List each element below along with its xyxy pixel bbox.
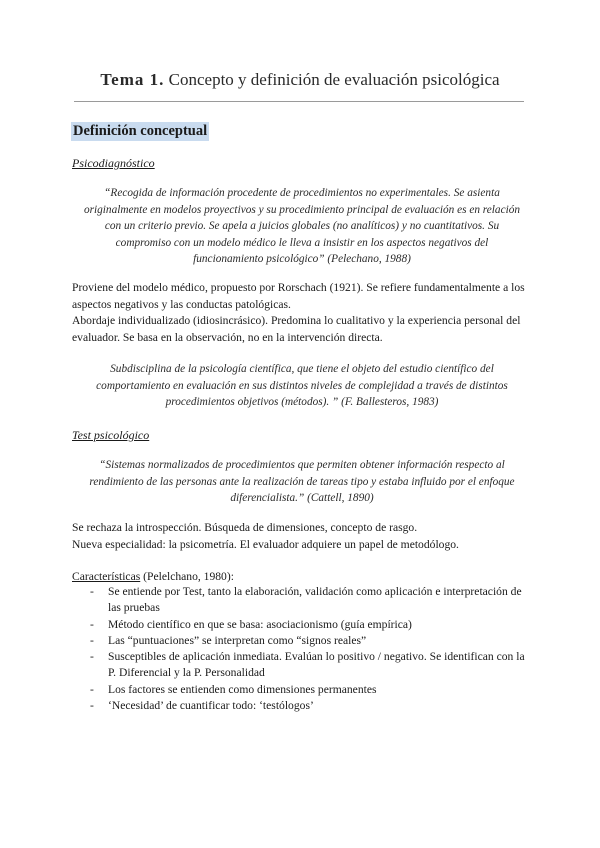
psicodiagnostico-paragraph (72, 280, 532, 346)
list-item: - Las “puntuaciones” se interpretan como “signos reales” (72, 633, 532, 649)
paragraph-line: Proviene del modelo médico, propuesto por Rorschach (1921). Se refiere fundamentalmente a los aspectos negativos y las conductas patológicas. (72, 281, 525, 311)
caracteristicas-citation: (Pelelchano, 1980): (140, 570, 234, 583)
title-text: Concepto y definición de evaluación psicológica (168, 70, 500, 89)
caracteristicas-list (72, 584, 532, 714)
psicodiagnostico-quote: “Recogida de información procedente de procedimientos no experimentales. Se asienta originalmente en modelos proyectivos y su procedimiento principal de evaluación es en relación con un criterio previo. Se apela a juicios globales (no analíticos) y no cuantitativos. Su compromiso con un modelo médico le lleva a insistir en los aspectos negativos del funcionamiento psicológico” (Pelechano, 1988) (83, 187, 521, 265)
bullet-dash: - (90, 682, 94, 696)
list-item: - ‘Necesidad’ de cuantificar todo: ‘testólogos’ (72, 698, 532, 714)
section-heading: Definición conceptual (73, 123, 208, 139)
psicodiagnostico-heading: Psicodiagnóstico (72, 156, 155, 170)
bullet-dash: - (90, 585, 94, 598)
list-item: - Se entiende por Test, tanto la elaboración, validación como aplicación e interpretación de las pruebas (90, 585, 522, 615)
list-item: - Método científico en que se basa: asociacionismo (guía empírica) (72, 617, 532, 633)
title-divider (74, 101, 524, 102)
paragraph-line: Abordaje individualizado (idiosincrásico). Predomina lo cualitativo y la experiencia personal del evaluador. Se basa en la observación, no en la intervención directa. (72, 314, 521, 344)
ballesteros-quote: Subdisciplina de la psicología científica, que tiene el objeto del estudio científico del comportamiento en evaluación en sus distintos niveles de complejidad a través de distintos procedimientos objetivos (métodos). ” (F. Ballesteros, 1983) (96, 363, 508, 408)
list-item: - Los factores se entienden como dimensiones permanentes (72, 682, 532, 698)
title-number: Tema 1. (100, 70, 165, 89)
caracteristicas-heading (72, 570, 234, 583)
bullet-dash: - (90, 617, 94, 631)
test-psicologico-paragraph (72, 520, 532, 553)
paragraph-line: Nueva especialidad: la psicometría. El evaluador adquiere un papel de metodólogo. (72, 537, 459, 551)
bullet-dash: - (90, 633, 94, 647)
list-item: - Susceptibles de aplicación inmediata. Evalúan lo positivo / negativo. Se identifican con la P. Diferencial y la P. Personalidad (90, 650, 525, 680)
bullet-dash: - (90, 699, 94, 713)
page-title (0, 70, 600, 90)
caracteristicas-label: Características (72, 570, 141, 583)
cattell-quote: “Sistemas normalizados de procedimientos que permiten obtener información respecto al rendimiento de las personas ante la realización de tareas tipo y estaba influido por el enfoque diferencialista.” (Cattell, 1890) (89, 459, 515, 504)
paragraph-line: Se rechaza la introspección. Búsqueda de dimensiones, concepto de rasgo. (72, 521, 418, 534)
bullet-dash: - (90, 650, 94, 664)
test-psicologico-heading: Test psicológico (72, 428, 150, 442)
